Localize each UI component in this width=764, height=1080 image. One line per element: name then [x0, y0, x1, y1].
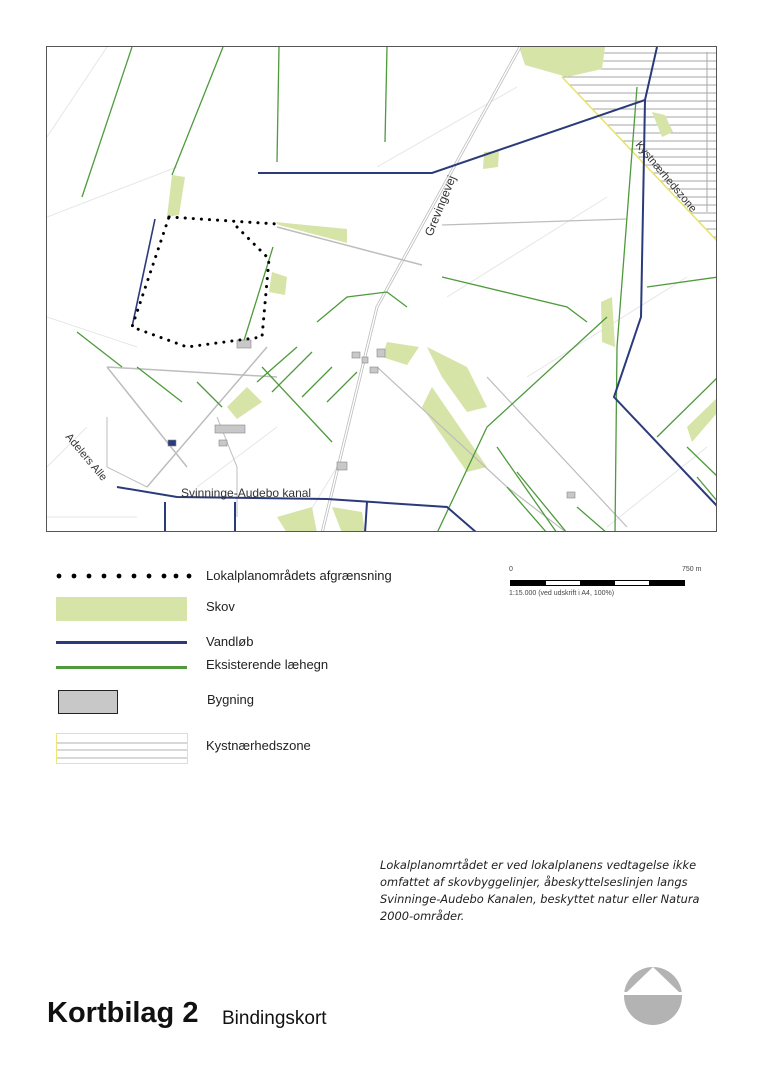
forest-fill-icon	[56, 597, 187, 621]
label-kystnaerhedszone: Kystnærhedszone	[632, 139, 699, 215]
page-subtitle: Bindingskort	[222, 1008, 327, 1029]
hedge-line-icon	[56, 666, 187, 669]
legend-label: Lokalplanområdets afgrænsning	[206, 568, 392, 583]
label-grevingevej: Grevingevej	[421, 173, 459, 239]
label-adelers-alle: Adelers Alle	[62, 431, 110, 484]
streams	[117, 47, 717, 532]
stream-line-icon	[56, 641, 187, 644]
scale-bar-graphic	[510, 580, 685, 586]
legend-item-laehegn	[56, 657, 386, 690]
map-frame[interactable]	[46, 46, 717, 532]
scale-segment	[615, 581, 650, 585]
legend-label: Skov	[206, 599, 235, 614]
legend-item-bygning	[56, 690, 386, 720]
scale-segment	[546, 581, 581, 585]
note-text: Lokalplanomrtådet er ved lokalplanens vedtagelse ikke omfattet af skovbyggelinjer, åbeskyttelseslinjen langs Svinninge-Audebo Kanalen, beskyttet natur eller Natura 2000-områder.	[380, 858, 700, 923]
scale-segment	[580, 581, 615, 585]
legend-item-boundary	[56, 566, 392, 596]
legend-label: Bygning	[207, 692, 254, 707]
legend-label: Eksisterende læhegn	[206, 657, 329, 672]
buildings	[168, 340, 575, 498]
parcel-lines	[47, 47, 707, 532]
legend-item-skov	[56, 596, 386, 626]
municipality-logo-icon	[623, 966, 683, 1026]
scale-segment	[649, 581, 684, 585]
building-box-icon	[58, 690, 118, 714]
map-canvas	[47, 47, 717, 532]
legend-item-kystnaerhedszone	[56, 733, 386, 763]
scale-start-label: 0	[509, 566, 513, 573]
scale-caption: 1:15.000 (ved udskrift i A4, 100%)	[509, 590, 615, 597]
page-title: Kortbilag 2	[47, 997, 199, 1029]
legend-label: Kystnærhedszone	[206, 738, 311, 753]
hedges	[77, 47, 717, 532]
dotted-boundary-icon	[56, 570, 196, 582]
roads	[107, 47, 627, 532]
scale-end-label: 750 m	[682, 566, 702, 573]
scale-bar	[508, 566, 718, 606]
coastal-zone-hatch-icon	[56, 733, 189, 765]
scale-segment	[511, 581, 546, 585]
legend-label: Vandløb	[206, 634, 254, 649]
label-svinninge-audebo-kanal: Svinninge-Audebo kanal	[181, 486, 312, 500]
lokalplan-boundary	[132, 217, 277, 347]
